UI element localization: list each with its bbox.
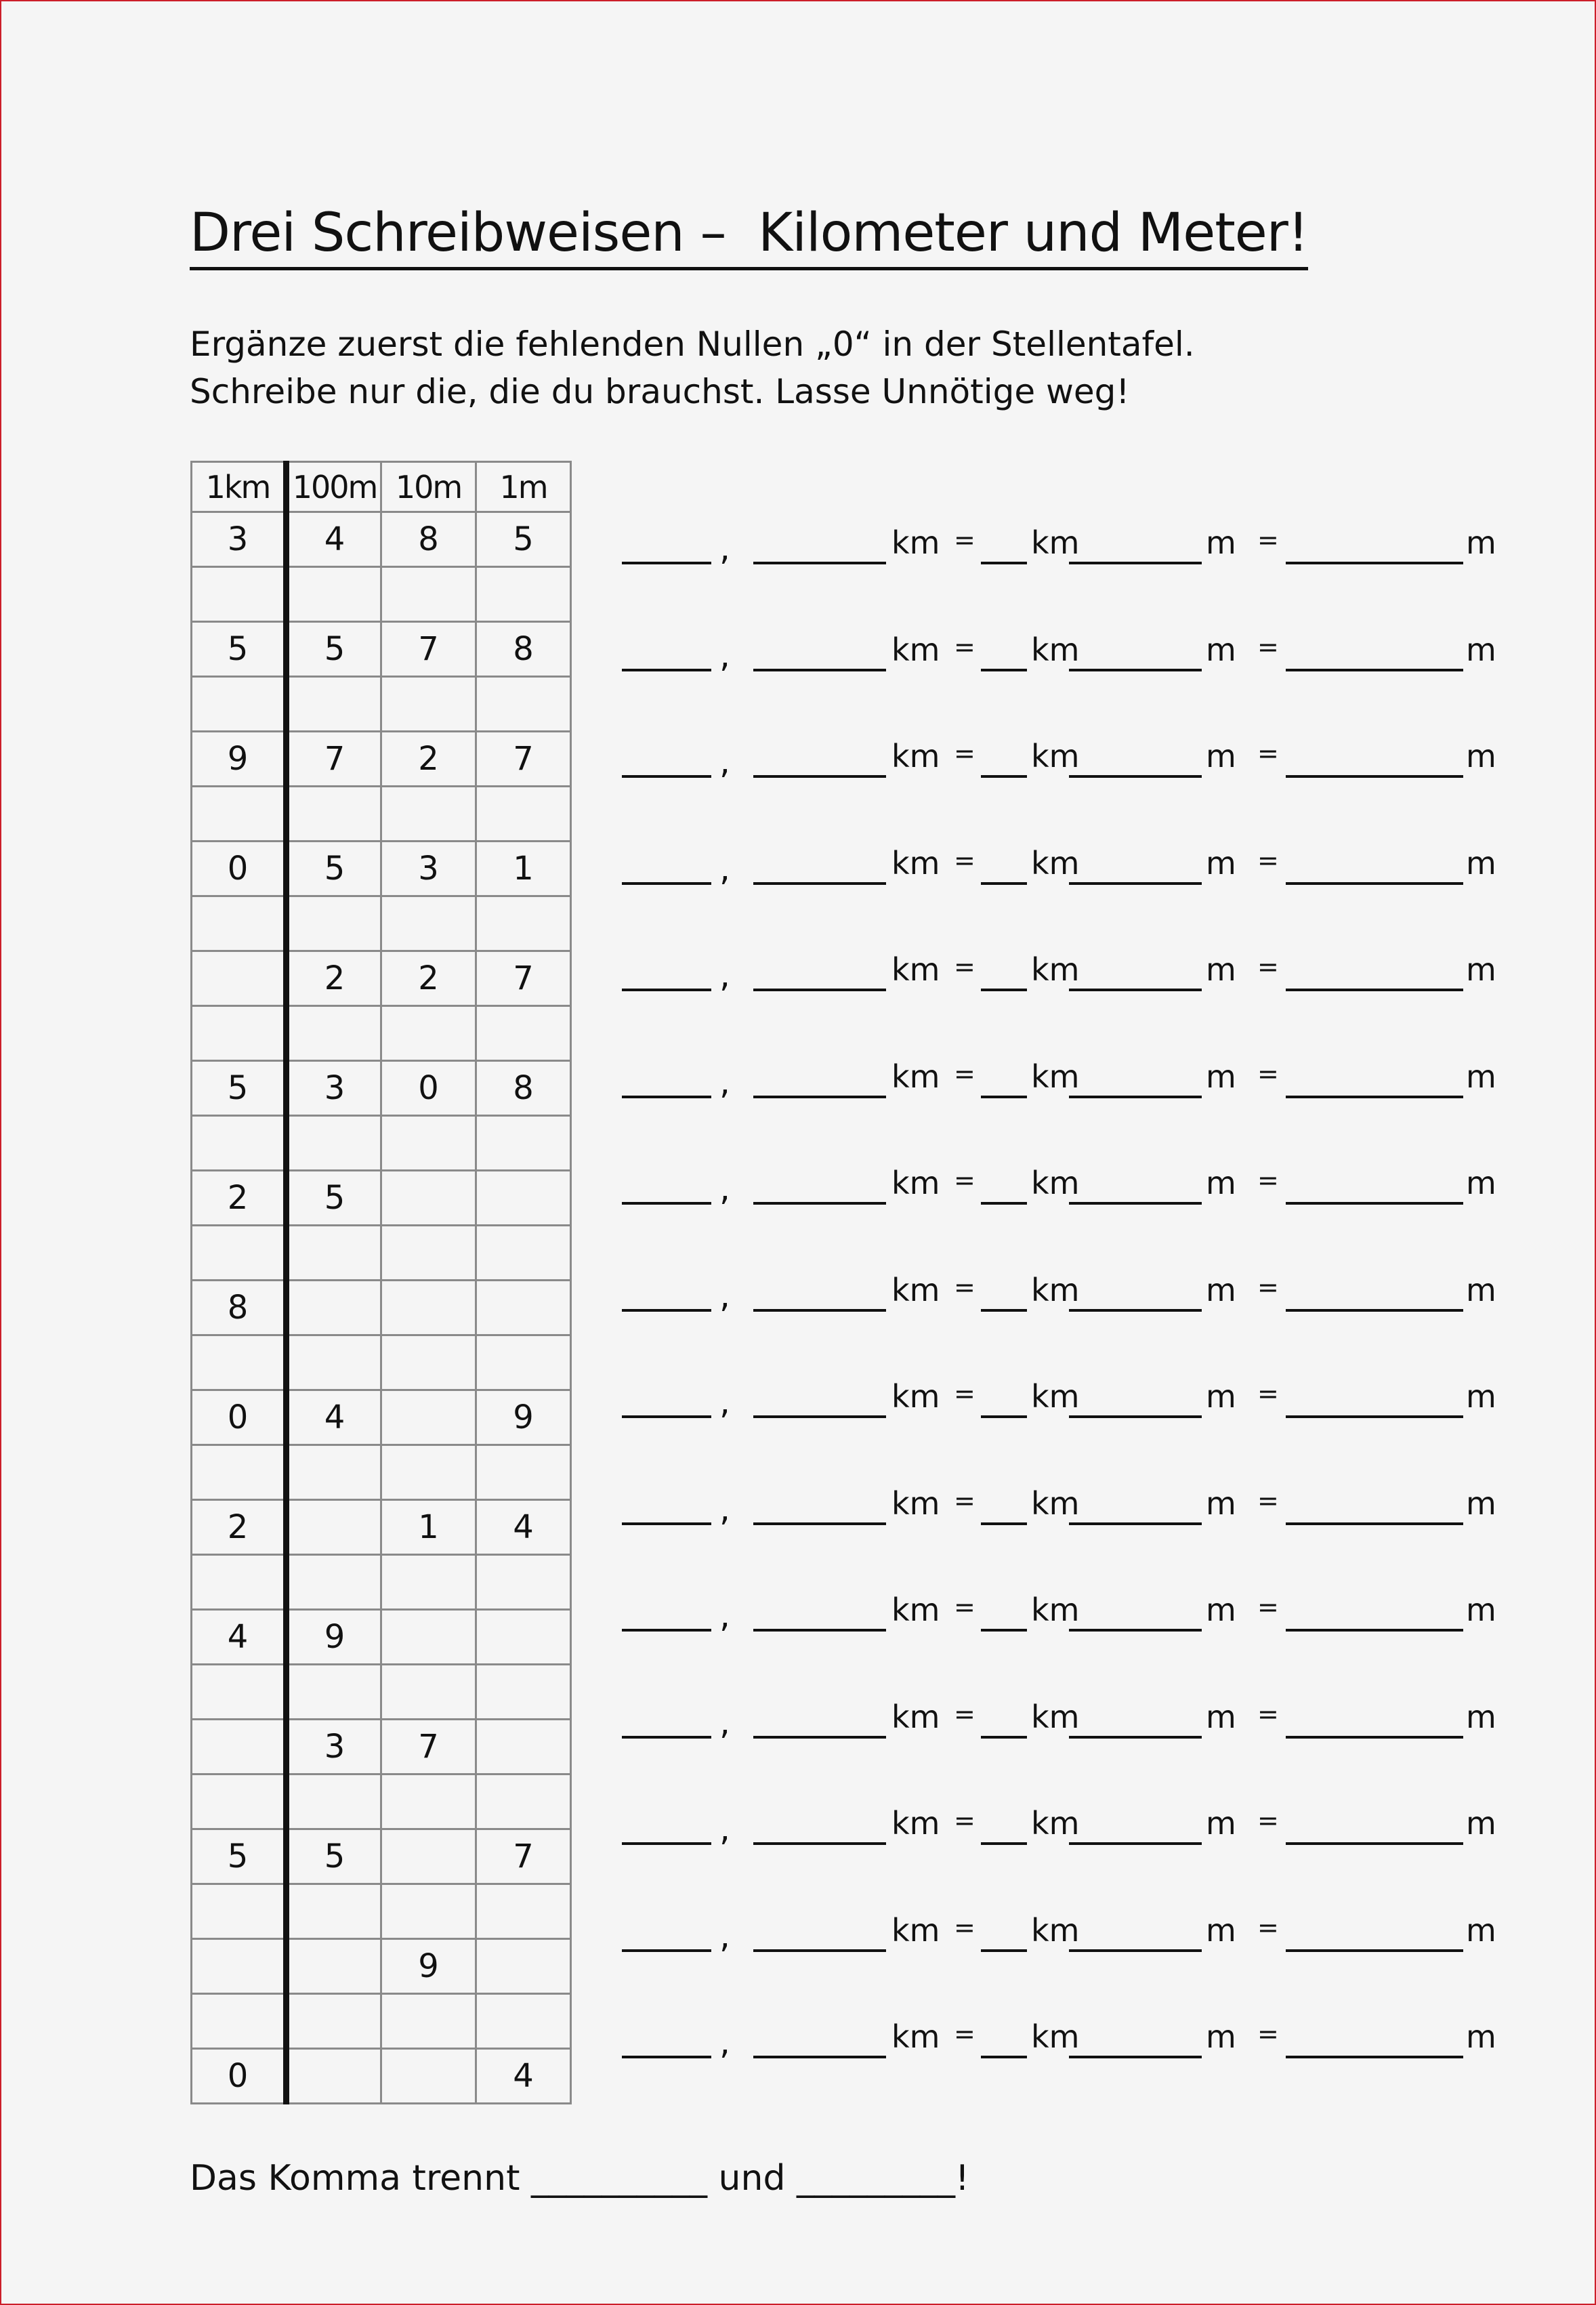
digit-cell[interactable]: 0 [192, 842, 287, 896]
equals-sign: = [954, 739, 975, 768]
m-unit-label: m [1466, 2018, 1496, 2055]
m-part-blank[interactable] [1069, 1415, 1202, 1418]
answer-row [0, 1793, 1596, 1848]
empty-cell[interactable] [381, 567, 476, 622]
meters-blank[interactable] [1286, 669, 1463, 671]
equals-sign: = [954, 525, 975, 555]
km-whole-blank[interactable] [622, 1629, 711, 1632]
m-unit-label: m [1206, 524, 1236, 561]
worksheet-title: Drei Schreibweisen – Kilometer und Meter! [190, 201, 1308, 270]
km-unit-label: km [891, 1485, 940, 1522]
m-unit-label: m [1206, 631, 1236, 668]
equals-sign: = [1257, 1379, 1279, 1409]
km-whole-blank[interactable] [622, 1949, 711, 1952]
answer-row [0, 726, 1596, 781]
m-unit-label: m [1206, 738, 1236, 774]
km-unit-label: km [1031, 1165, 1080, 1201]
equals-sign: = [954, 1059, 975, 1089]
answer-row [0, 1580, 1596, 1634]
km-unit-label: km [891, 951, 940, 988]
m-part-blank[interactable] [1069, 669, 1202, 671]
km-unit-label: km [1031, 845, 1080, 881]
km-part-blank[interactable] [981, 1629, 1027, 1632]
digit-cell[interactable]: 7 [381, 1720, 476, 1774]
km-part-blank[interactable] [981, 1949, 1027, 1952]
m-unit-label: m [1466, 1485, 1496, 1522]
m-unit-label: m [1466, 1592, 1496, 1628]
km-unit-label: km [891, 738, 940, 774]
answer-row [0, 940, 1596, 994]
km-decimal-blank[interactable] [753, 882, 886, 885]
digit-cell[interactable]: 3 [381, 842, 476, 896]
meters-blank[interactable] [1286, 1309, 1463, 1312]
comma-label: , [719, 1169, 730, 1208]
comma-label: , [719, 528, 730, 568]
m-unit-label: m [1466, 1378, 1496, 1415]
meters-blank[interactable] [1286, 2056, 1463, 2058]
meters-blank[interactable] [1286, 562, 1463, 564]
comma-label: , [719, 636, 730, 675]
digit-cell[interactable]: 2 [287, 951, 381, 1006]
km-decimal-blank[interactable] [753, 1949, 886, 1952]
table-row-empty [192, 677, 571, 732]
digit-cell[interactable]: 4 [476, 2049, 571, 2104]
m-unit-label: m [1466, 738, 1496, 774]
km-whole-blank[interactable] [622, 1842, 711, 1845]
km-part-blank[interactable] [981, 1415, 1027, 1418]
digit-cell[interactable]: 2 [381, 732, 476, 787]
digit-cell[interactable]: 5 [287, 1171, 381, 1226]
m-unit-label: m [1206, 951, 1236, 988]
km-whole-blank[interactable] [622, 1415, 711, 1418]
km-part-blank[interactable] [981, 989, 1027, 991]
digit-cell[interactable]: 7 [476, 951, 571, 1006]
digit-cell[interactable]: 8 [381, 512, 476, 567]
m-unit-label: m [1206, 1485, 1236, 1522]
m-unit-label: m [1206, 845, 1236, 881]
km-unit-label: km [1031, 1058, 1080, 1095]
answer-row [0, 1901, 1596, 1955]
km-part-blank[interactable] [981, 1309, 1027, 1312]
digit-cell[interactable]: 4 [192, 1610, 287, 1665]
digit-cell[interactable]: 1 [381, 1500, 476, 1555]
equals-sign: = [1257, 1486, 1279, 1516]
km-unit-label: km [891, 1378, 940, 1415]
km-unit-label: km [891, 2018, 940, 2055]
equals-sign: = [1257, 846, 1279, 875]
equals-sign: = [1257, 2019, 1279, 2049]
m-part-blank[interactable] [1069, 775, 1202, 778]
answer-row [0, 620, 1596, 674]
comma-label: , [719, 1703, 730, 1742]
digit-cell[interactable]: 3 [192, 512, 287, 567]
header-1m: 1m [476, 462, 571, 512]
comma-label: , [719, 1382, 730, 1421]
digit-cell[interactable]: 5 [192, 1829, 287, 1884]
m-unit-label: m [1206, 2018, 1236, 2055]
answer-row [0, 1474, 1596, 1528]
m-unit-label: m [1466, 1805, 1496, 1842]
answer-row [0, 2007, 1596, 2061]
m-unit-label: m [1466, 1058, 1496, 1095]
answer-row [0, 513, 1596, 567]
digit-cell[interactable]: 0 [381, 1061, 476, 1116]
digit-cell[interactable]: 5 [287, 1829, 381, 1884]
km-unit-label: km [1031, 738, 1080, 774]
km-unit-label: km [1031, 951, 1080, 988]
km-unit-label: km [1031, 1912, 1080, 1949]
km-part-blank[interactable] [981, 1522, 1027, 1525]
m-unit-label: m [1206, 1058, 1236, 1095]
header-1km: 1km [192, 462, 287, 512]
equals-sign: = [1257, 1059, 1279, 1089]
digit-cell[interactable]: 5 [192, 1061, 287, 1116]
equals-sign: = [954, 1699, 975, 1729]
km-whole-blank[interactable] [622, 989, 711, 991]
empty-cell[interactable] [287, 567, 381, 622]
km-whole-blank[interactable] [622, 1522, 711, 1525]
digit-cell[interactable]: 1 [476, 842, 571, 896]
digit-cell[interactable]: 9 [381, 1939, 476, 1994]
header-100m: 100m [287, 462, 381, 512]
km-decimal-blank[interactable] [753, 669, 886, 671]
empty-cell[interactable] [381, 677, 476, 732]
answer-row [0, 1047, 1596, 1101]
m-part-blank[interactable] [1069, 1309, 1202, 1312]
answer-row [0, 833, 1596, 888]
empty-cell[interactable] [476, 567, 571, 622]
comma-label: , [719, 955, 730, 995]
footer-sentence: Das Komma trennt __________ und _________! [190, 2158, 969, 2199]
comma-label: , [719, 1809, 730, 1848]
digit-cell[interactable]: 4 [476, 1500, 571, 1555]
km-decimal-blank[interactable] [753, 1415, 886, 1418]
equals-sign: = [954, 846, 975, 875]
km-decimal-blank[interactable] [753, 1629, 886, 1632]
digit-cell[interactable]: 9 [476, 1390, 571, 1445]
km-decimal-blank[interactable] [753, 1736, 886, 1739]
empty-cell[interactable] [192, 567, 287, 622]
km-unit-label: km [891, 1592, 940, 1628]
km-part-blank[interactable] [981, 1736, 1027, 1739]
equals-sign: = [1257, 1699, 1279, 1729]
m-unit-label: m [1206, 1378, 1236, 1415]
digit-cell[interactable]: 2 [381, 951, 476, 1006]
km-whole-blank[interactable] [622, 562, 711, 564]
km-unit-label: km [891, 1272, 940, 1308]
header-10m: 10m [381, 462, 476, 512]
km-whole-blank[interactable] [622, 882, 711, 885]
table-row-empty [192, 567, 571, 622]
km-unit-label: km [1031, 1272, 1080, 1308]
km-whole-blank[interactable] [622, 1309, 711, 1312]
km-decimal-blank[interactable] [753, 2056, 886, 2058]
km-unit-label: km [891, 631, 940, 668]
equals-sign: = [1257, 1165, 1279, 1195]
km-unit-label: km [1031, 631, 1080, 668]
m-unit-label: m [1466, 1912, 1496, 1949]
km-unit-label: km [891, 845, 940, 881]
equals-sign: = [954, 1165, 975, 1195]
km-decimal-blank[interactable] [753, 775, 886, 778]
km-unit-label: km [1031, 1699, 1080, 1735]
comma-label: , [719, 2022, 730, 2062]
comma-label: , [719, 1276, 730, 1315]
m-unit-label: m [1466, 1165, 1496, 1201]
km-unit-label: km [1031, 1485, 1080, 1522]
km-decimal-blank[interactable] [753, 1522, 886, 1525]
digit-cell[interactable]: 5 [476, 512, 571, 567]
km-decimal-blank[interactable] [753, 989, 886, 991]
km-decimal-blank[interactable] [753, 1842, 886, 1845]
km-unit-label: km [1031, 524, 1080, 561]
digit-cell[interactable]: 0 [192, 2049, 287, 2104]
digit-cell[interactable]: 7 [287, 732, 381, 787]
km-part-blank[interactable] [981, 882, 1027, 885]
m-unit-label: m [1206, 1912, 1236, 1949]
m-part-blank[interactable] [1069, 562, 1202, 564]
meters-blank[interactable] [1286, 882, 1463, 885]
meters-blank[interactable] [1286, 1415, 1463, 1418]
km-decimal-blank[interactable] [753, 562, 886, 564]
m-part-blank[interactable] [1069, 1096, 1202, 1098]
answer-row [0, 1367, 1596, 1421]
equals-sign: = [1257, 1592, 1279, 1622]
digit-cell[interactable]: 3 [287, 1720, 381, 1774]
meters-blank[interactable] [1286, 1736, 1463, 1739]
equals-sign: = [954, 2019, 975, 2049]
digit-cell[interactable]: 2 [192, 1500, 287, 1555]
km-decimal-blank[interactable] [753, 1096, 886, 1098]
digit-cell[interactable]: 4 [287, 512, 381, 567]
km-unit-label: km [1031, 2018, 1080, 2055]
answer-row [0, 1153, 1596, 1207]
equals-sign: = [954, 1592, 975, 1622]
km-unit-label: km [1031, 1378, 1080, 1415]
m-unit-label: m [1206, 1272, 1236, 1308]
m-part-blank[interactable] [1069, 1736, 1202, 1739]
km-part-blank[interactable] [981, 1842, 1027, 1845]
m-part-blank[interactable] [1069, 1522, 1202, 1525]
digit-cell[interactable]: 7 [381, 622, 476, 677]
km-unit-label: km [891, 1805, 940, 1842]
digit-cell[interactable]: 5 [287, 622, 381, 677]
answer-row [0, 1260, 1596, 1314]
instruction-line-2: Schreibe nur die, die du brauchst. Lasse Unnötige weg! [190, 372, 1130, 411]
km-unit-label: km [891, 1058, 940, 1095]
equals-sign: = [954, 1913, 975, 1943]
digit-cell[interactable]: 9 [287, 1610, 381, 1665]
m-unit-label: m [1206, 1699, 1236, 1735]
equals-sign: = [1257, 525, 1279, 555]
empty-cell[interactable] [192, 677, 287, 732]
km-unit-label: km [891, 1912, 940, 1949]
m-unit-label: m [1466, 1272, 1496, 1308]
empty-cell[interactable] [287, 677, 381, 732]
m-part-blank[interactable] [1069, 989, 1202, 991]
answer-row [0, 1687, 1596, 1741]
km-unit-label: km [1031, 1592, 1080, 1628]
m-unit-label: m [1466, 631, 1496, 668]
digit-cell[interactable]: 7 [476, 732, 571, 787]
m-part-blank[interactable] [1069, 1629, 1202, 1632]
km-unit-label: km [1031, 1805, 1080, 1842]
digit-cell[interactable]: 5 [192, 622, 287, 677]
meters-blank[interactable] [1286, 1202, 1463, 1205]
equals-sign: = [1257, 632, 1279, 662]
m-part-blank[interactable] [1069, 1842, 1202, 1845]
empty-cell[interactable] [476, 677, 571, 732]
meters-blank[interactable] [1286, 775, 1463, 778]
km-part-blank[interactable] [981, 562, 1027, 564]
km-unit-label: km [891, 524, 940, 561]
digit-cell[interactable]: 9 [192, 732, 287, 787]
equals-sign: = [954, 1486, 975, 1516]
instruction-line-1: Ergänze zuerst die fehlenden Nullen „0“ in der Stellentafel. [190, 325, 1195, 364]
equals-sign: = [954, 1272, 975, 1302]
equals-sign: = [954, 632, 975, 662]
meters-blank[interactable] [1286, 1949, 1463, 1952]
comma-label: , [719, 1596, 730, 1635]
km-whole-blank[interactable] [622, 775, 711, 778]
km-unit-label: km [891, 1165, 940, 1201]
comma-label: , [719, 742, 730, 781]
m-unit-label: m [1466, 1699, 1496, 1735]
digit-cell[interactable]: 2 [192, 1171, 287, 1226]
km-whole-blank[interactable] [622, 2056, 711, 2058]
digit-cell[interactable]: 8 [476, 1061, 571, 1116]
place-value-header-row [192, 462, 571, 512]
km-whole-blank[interactable] [622, 669, 711, 671]
comma-label: , [719, 1062, 730, 1102]
digit-cell[interactable]: 7 [476, 1829, 571, 1884]
m-unit-label: m [1466, 845, 1496, 881]
digit-cell[interactable]: 8 [476, 622, 571, 677]
digit-cell[interactable]: 8 [192, 1281, 287, 1335]
equals-sign: = [1257, 1806, 1279, 1835]
equals-sign: = [954, 1806, 975, 1835]
comma-label: , [719, 1916, 730, 1955]
km-whole-blank[interactable] [622, 1736, 711, 1739]
m-unit-label: m [1206, 1805, 1236, 1842]
meters-blank[interactable] [1286, 1096, 1463, 1098]
m-unit-label: m [1466, 524, 1496, 561]
km-part-blank[interactable] [981, 1202, 1027, 1205]
digit-cell[interactable]: 5 [287, 842, 381, 896]
equals-sign: = [1257, 739, 1279, 768]
comma-label: , [719, 1489, 730, 1529]
m-unit-label: m [1206, 1592, 1236, 1628]
km-whole-blank[interactable] [622, 1096, 711, 1098]
digit-cell[interactable]: 3 [287, 1061, 381, 1116]
m-unit-label: m [1466, 951, 1496, 988]
equals-sign: = [1257, 1913, 1279, 1943]
digit-cell[interactable]: 0 [192, 1390, 287, 1445]
meters-blank[interactable] [1286, 1522, 1463, 1525]
equals-sign: = [954, 952, 975, 982]
m-part-blank[interactable] [1069, 882, 1202, 885]
km-part-blank[interactable] [981, 2056, 1027, 2058]
meters-blank[interactable] [1286, 1842, 1463, 1845]
digit-cell[interactable]: 4 [287, 1390, 381, 1445]
m-part-blank[interactable] [1069, 1949, 1202, 1952]
km-decimal-blank[interactable] [753, 1202, 886, 1205]
equals-sign: = [954, 1379, 975, 1409]
km-part-blank[interactable] [981, 669, 1027, 671]
km-whole-blank[interactable] [622, 1202, 711, 1205]
km-part-blank[interactable] [981, 1096, 1027, 1098]
m-unit-label: m [1206, 1165, 1236, 1201]
m-part-blank[interactable] [1069, 1202, 1202, 1205]
comma-label: , [719, 849, 730, 888]
equals-sign: = [1257, 952, 1279, 982]
m-part-blank[interactable] [1069, 2056, 1202, 2058]
km-decimal-blank[interactable] [753, 1309, 886, 1312]
equals-sign: = [1257, 1272, 1279, 1302]
km-part-blank[interactable] [981, 775, 1027, 778]
km-unit-label: km [891, 1699, 940, 1735]
meters-blank[interactable] [1286, 989, 1463, 991]
meters-blank[interactable] [1286, 1629, 1463, 1632]
